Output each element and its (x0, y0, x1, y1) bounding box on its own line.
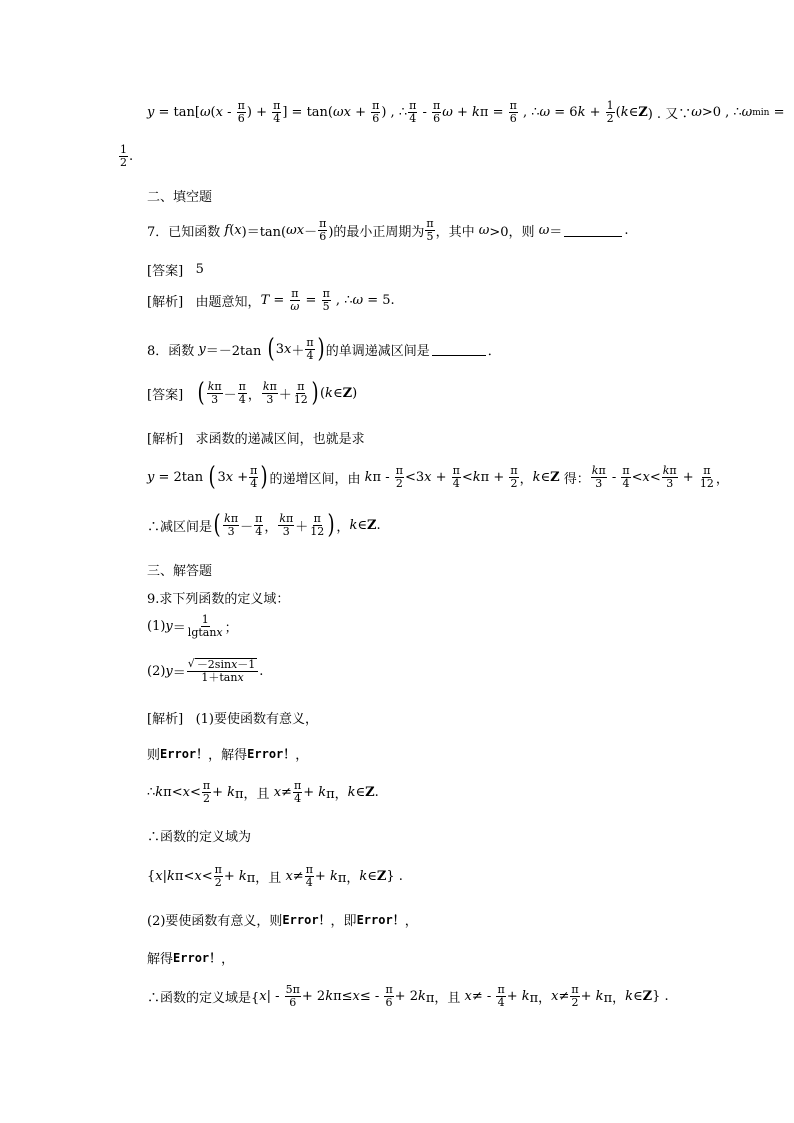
answer-8: [答案] ( kπ 3 － π 4 ， kπ 3 ＋ π 12 ) ( k ∈ Z ) (147, 378, 358, 408)
section-heading-fill-in (147, 186, 212, 205)
solution-line-1: y = tan[ ω ( x - π 6 ) + π 4 ] = tan( ωx + π 6 ) , ∴ π 4 - π 6 ω + k π = π 6 , ∴ ω = 6 k + 1 2 ( k ∈ Z ) . 又∵ ω >0 , ∴ ω min = (147, 99, 785, 125)
explanation-9-line-7: 解得 Error！ ， (147, 951, 235, 967)
explanation-9-line-5: { x | k π< x < π 2 + k π，且 x ≠ π 4 + k π， k ∈ Z } . (147, 863, 403, 889)
answer-7 (147, 260, 204, 279)
explanation-9-line-3: ∴ k π< x < π 2 + k π，且 x ≠ π 4 + k π， k ∈ Z . (147, 779, 379, 805)
question-9-text: 9.求下列函数的定义域： (147, 592, 290, 607)
explanation-9-line-8: ∴函数的定义域是{ x | - 5π 6 + 2 k π≤ x ≤ - π 6 + 2 k π，且 x ≠ - π 4 + k π， x ≠ π 2 + k π， k ∈ Z } . (147, 983, 669, 1009)
answer-label: [答案] (147, 264, 184, 279)
question-8: 8．函数 y ＝－2tan ( 3 x ＋ π 4 ) 的单调递减区间是 ． (147, 334, 501, 364)
solution-line-2: 1 2 . (120, 143, 134, 169)
answer-value: 5 (195, 262, 204, 277)
explanation-text: 求函数的递减区间，也就是求 (195, 432, 365, 447)
explanation-text: ∴函数的定义域为 (147, 830, 252, 845)
question-9 (147, 588, 289, 607)
explanation-9-line-2: 则 Error！ ，解得 Error！ ， (147, 747, 309, 763)
explanation-label: [解析] (147, 432, 184, 447)
explanation-8-line-2: y = 2tan ( 3 x + π 4 ) 的递增区间，由 k π - π 2 <3 x + π 4 < k π + π 2 ， k ∈ Z 得： kπ 3 - π 4 < x < kπ 3 + π 12 ， (147, 462, 729, 492)
answer-blank-8 (432, 343, 486, 356)
explanation-9-intro (147, 708, 318, 727)
section-3-title: 三、解答题 (147, 564, 213, 579)
explanation-label: [解析] (147, 712, 184, 727)
explanation-8-intro (147, 428, 365, 447)
explanation-7: [解析] 由题意知， T = π ω = π 5 , ∴ ω = 5. (147, 287, 395, 313)
explanation-9-line-6: (2)要使函数有意义，则 Error！ ，即 Error！ ， (147, 913, 418, 929)
section-2-title: 二、填空题 (147, 190, 213, 205)
question-9-part-2: (2) y ＝ √ －2sinx－1 1＋tanx . (147, 657, 264, 684)
question-9-part-1: (1) y ＝ 1 lgtanx ； (147, 613, 238, 639)
section-heading-solve (147, 560, 212, 579)
explanation-label: [解析] (147, 295, 184, 310)
explanation-text: (1)要使函数有意义， (195, 712, 318, 727)
answer-blank-7 (564, 224, 622, 237)
explanation-8-line-3: ∴减区间是 ( kπ 3 － π 4 ， kπ 3 ＋ π 12 ) ， k ∈ Z . (147, 510, 381, 540)
explanation-9-line-4 (147, 826, 251, 845)
answer-label: [答案] (147, 387, 184, 403)
question-7: 7．已知函数 f ( x )＝tan( ωx － π 6 )的最小正周期为 π 5 ，其中 ω >0，则 ω ＝ . (147, 217, 629, 243)
